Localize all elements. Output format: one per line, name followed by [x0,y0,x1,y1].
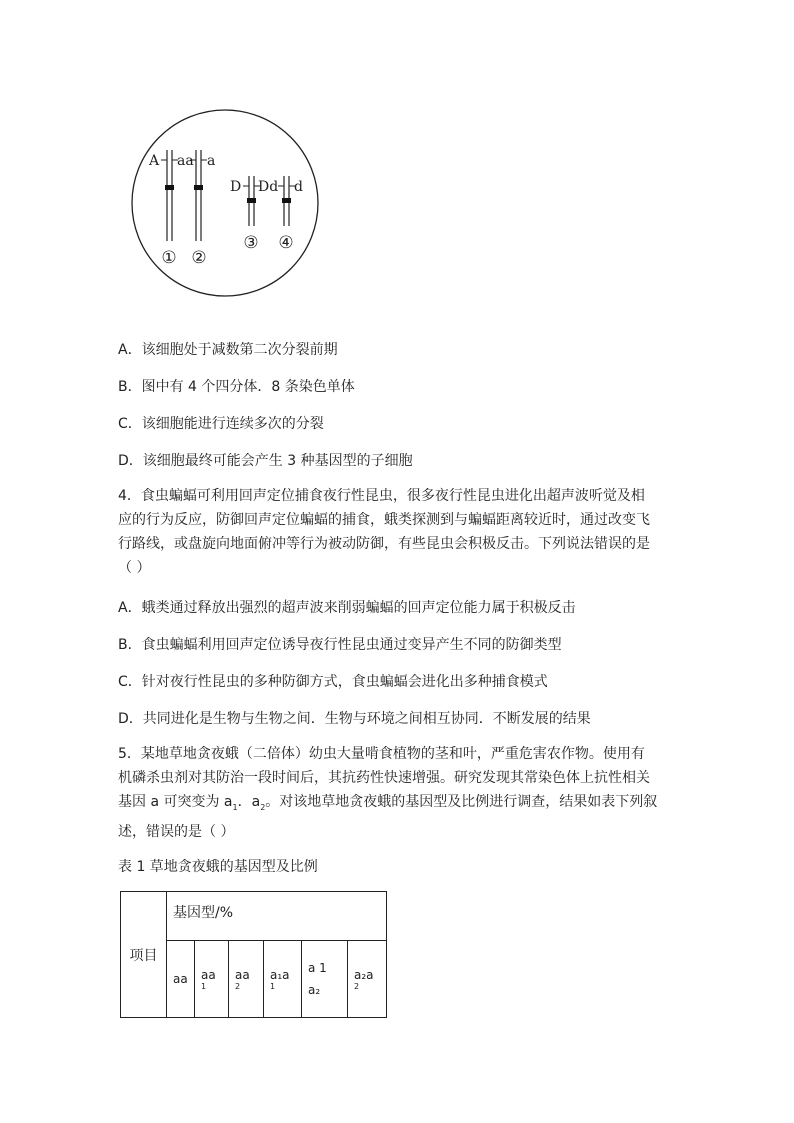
gene-label-A: A [149,153,160,169]
q4-stem-line-3: 行路线，或盘旋向地面俯冲等行为被动防御，有些昆虫会积极反击。下列说法错误的是 [118,536,650,552]
gene-label-a: a [207,153,216,169]
table-col-header: aa 1 [195,941,229,1018]
q4-stem-line-4: （ ） [118,560,151,576]
chromosome-number-2: ② [191,248,207,268]
genotype-table [120,891,387,1018]
cell-diagram [130,108,320,298]
q4-stem [118,484,678,580]
q5-stem [118,742,678,844]
q5-stem-line-2: 机磷杀虫剂对其防治一段时间后，其抗药性快速增强。研究发现其常染色体上抗性相关 [118,770,650,786]
table-group-header: 基因型/% [167,892,387,941]
gene-label-d: d [294,179,303,195]
table-col-header: aa [167,941,195,1018]
q5-stem-line-3: 基因 a 可突变为 $a_1$．$a_2$。对该地草地贪夜蛾的基因型及比例进行调查，结果如表下列叙 [118,794,658,812]
table-row-header: 项目 [121,892,167,1018]
q3-option-c: C．该细胞能进行连续多次的分裂 [118,416,324,432]
q4-stem-line-2: 应的行为反应，防御回声定位蝙蝠的捕食，蛾类探测到与蝙蝠距离较近时，通过改变飞 [118,512,650,528]
table-col-header: a₁a 1 [264,941,302,1018]
q5-stem-line-4: 述，错误的是（ ） [118,823,235,840]
q3-option-a: A．该细胞处于减数第二次分裂前期 [118,342,338,358]
chromosome-number-3: ③ [243,233,259,253]
q3-option-d: D．该细胞最终可能会产生 3 种基因型的子细胞 [118,453,413,469]
q4-stem-line-1: 4．食虫蝙蝠可利用回声定位捕食夜行性昆虫，很多夜行性昆虫进化出超声波听觉及相 [118,488,645,504]
chromosome-number-4: ④ [278,233,294,253]
gene-label-Dd: Dd [258,179,279,195]
chromosome-4 [282,176,291,226]
chromosome-number-1: ① [161,248,177,268]
chromosome-2 [194,150,203,241]
q3-option-b: B．图中有 4 个四分体．8 条染色单体 [118,379,355,395]
table-col-header: a 1 a₂ [302,941,348,1018]
gene-label-D: D [230,179,242,195]
q5-stem-line-1: 5．某地草地贪夜蛾（二倍体）幼虫大量啃食植物的茎和叶，严重危害农作物。使用有 [118,746,645,762]
chromosome-3 [247,176,256,226]
q4-option-b: B．食虫蝙蝠利用回声定位诱导夜行性昆虫通过变异产生不同的防御类型 [118,637,562,653]
table-col-header: aa 2 [229,941,264,1018]
table-col-header: a₂a 2 [348,941,387,1018]
q4-option-a: A．蛾类通过释放出强烈的超声波来削弱蝙蝠的回声定位能力属于积极反击 [118,600,576,616]
gene-label-aa: aa [177,153,194,169]
table-caption: 表 1 草地贪夜蛾的基因型及比例 [118,859,318,875]
chromosome-1 [165,150,174,241]
q4-option-c: C．针对夜行性昆虫的多种防御方式，食虫蝙蝠会进化出多种捕食模式 [118,674,548,690]
q4-option-d: D．共同进化是生物与生物之间．生物与环境之间相互协同．不断发展的结果 [118,711,591,727]
